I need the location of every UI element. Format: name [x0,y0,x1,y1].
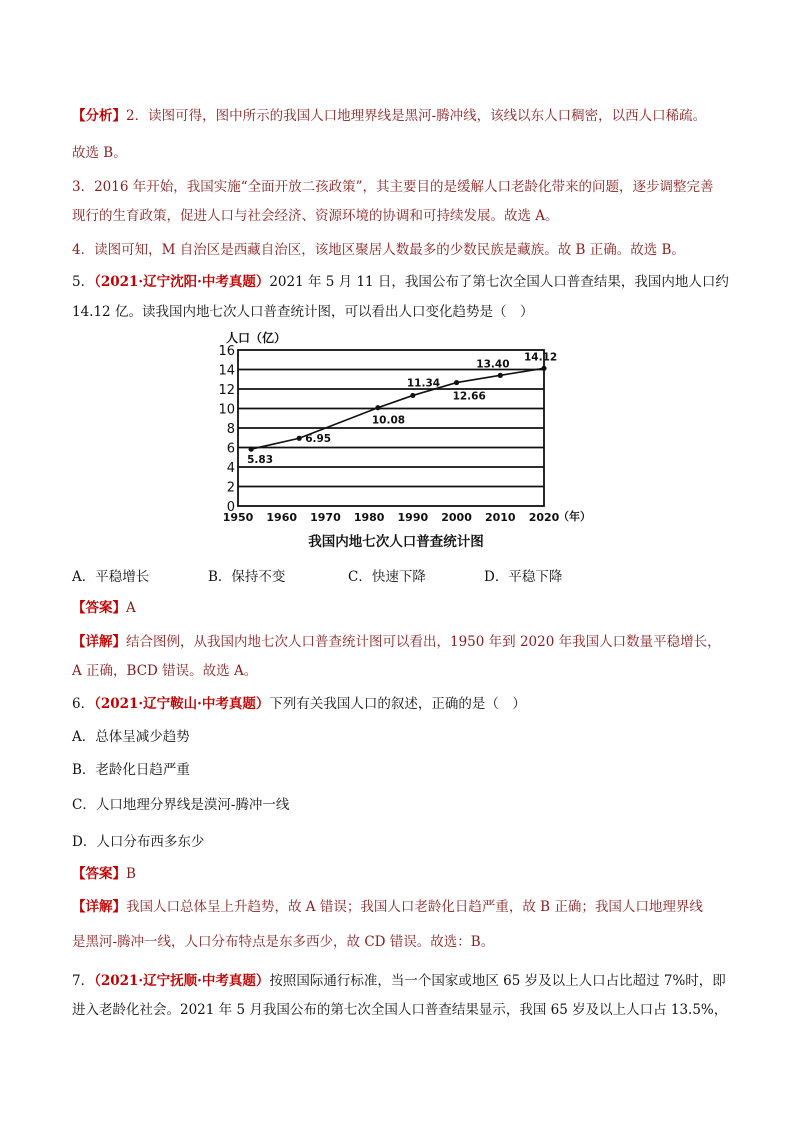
q5-detail-line2: A 正确，BCD 错误。故选 A。 [72,663,258,679]
chart-title: 我国内地七次人口普查统计图 [308,534,484,550]
y-tick-label: 10 [218,402,235,418]
q2-analysis-text: 2．读图可得，图中所示的我国人口地理界线是黑河-腾冲线，该线以东人口稠密，以西人口稀疏。 [126,108,707,124]
q5-source: （2021·辽宁沈阳·中考真题） [94,274,270,290]
data-point [375,405,380,410]
q5-option-d[interactable]: D．平稳下降 [484,569,563,585]
q6-option-d[interactable]: D．人口分布西多东少 [72,834,205,850]
q5-option-b[interactable]: B．保持不变 [208,569,286,585]
q5-answer [72,598,136,618]
detail-tag: 【详解】 [72,634,126,650]
q6-detail-line2: 是黑河-腾冲一线，人口分布特点是东多西少，故 CD 错误。故选：B。 [72,934,495,950]
data-point [410,393,415,398]
data-point [541,366,546,371]
x-axis-label: （年） [558,510,591,523]
q2-line2: 故选 B。 [72,145,127,161]
data-label: 6.95 [305,433,332,446]
q5-option-a[interactable]: A．平稳增长 [72,569,150,585]
q5-options [72,567,562,587]
q5-number: 5． [72,274,95,290]
data-label: 11.34 [406,377,441,390]
x-tick-label: 2020 [528,511,560,524]
y-tick-label: 0 [226,500,235,515]
x-tick-labels [223,511,560,524]
x-tick-label: 2000 [441,511,472,524]
q7-source: （2021·辽宁抚顺·中考真题） [94,973,270,989]
q6-source: （2021·辽宁鞍山·中考真题） [94,696,270,712]
detail-tag: 【详解】 [72,899,126,915]
data-point [249,447,254,452]
data-label: 12.66 [452,390,486,403]
answer-tag: 【答案】 [72,600,126,616]
y-tick-label: 4 [226,461,235,476]
population-chart [218,328,598,550]
data-label: 5.83 [247,454,274,467]
y-tick-label: 12 [218,383,235,398]
q6-option-a[interactable]: A．总体呈减少趋势 [72,729,190,745]
q7-number: 7． [72,973,95,989]
q5-detail-line1 [72,632,721,652]
q6-line1 [72,694,526,714]
y-tick-label: 6 [226,441,235,457]
q5-detail-text: 结合图例，从我国内地七次人口普查统计图可以看出，1950 年到 2020 年我国人口数量平稳增长， [126,634,721,650]
q7-line1 [72,971,726,991]
q6-detail-text: 我国人口总体呈上升趋势，故 A 错误；我国人口老龄化日趋严重，故 B 正确；我国人口地理界线 [126,899,703,915]
data-label: 14.12 [524,351,558,364]
q4-line1: 4．读图可知，M 自治区是西藏自治区，该地区聚居人数最多的少数民族是藏族。故 B 正确。故选 B。 [72,242,685,258]
x-tick-label: 1950 [222,511,254,524]
chart-grid [238,350,544,506]
q2-line1 [72,106,706,126]
data-label: 10.08 [371,414,406,427]
q3-line2: 现行的生育政策，促进人口与社会经济、资源环境的协调和可持续发展。故选 A。 [72,208,559,224]
data-point [498,373,503,378]
q6-number: 6． [72,696,95,712]
y-tick-label: 16 [218,344,235,359]
q5-option-c[interactable]: C．快速下降 [348,569,426,585]
q5-text: 2021 年 5 月 11 日，我国公布了第七次全国人口普查结果，我国内地人口约 [269,274,729,290]
y-tick-label: 14 [218,363,235,379]
q7-line2: 进入老龄化社会。2021 年 5 月我国公布的第七次全国人口普查结果显示，我国 65 岁及以上人口占 13.5%， [72,1002,728,1018]
data-point [454,380,459,385]
x-tick-label: 2010 [484,511,516,524]
analysis-tag: 【分析】 [72,108,126,124]
q6-detail-line1 [72,897,703,917]
data-point [297,436,302,441]
q6-text: 下列有关我国人口的叙述，正确的是（ ） [269,696,526,712]
q3-line1: 3．2016 年开始，我国实施“全面开放二孩政策”，其主要目的是缓解人口老龄化带来的问题，逐步调整完善 [72,179,714,195]
answer-tag: 【答案】 [72,866,126,882]
y-tick-labels [218,344,235,515]
q5-line2: 14.12 亿。读我国内地七次人口普查统计图，可以看出人口变化趋势是（ ） [72,304,534,320]
y-axis-label: 人口（亿） [226,331,287,345]
q7-text: 按照国际通行标准，当一个国家或地区 65 岁及以上人口占比超过 7%时，即 [269,973,726,989]
q6-answer-value: B [126,866,136,882]
y-tick-label: 8 [226,422,235,437]
q6-answer [72,864,136,884]
x-tick-label: 1990 [397,511,429,524]
y-tick-label: 2 [226,480,235,496]
data-label: 13.40 [476,358,510,371]
q6-option-c[interactable]: C．人口地理分界线是漠河-腾冲一线 [72,797,290,813]
x-tick-label: 1970 [310,511,341,524]
q5-answer-value: A [126,600,136,616]
q5-line1 [72,272,729,292]
q6-option-b[interactable]: B．老龄化日趋严重 [72,762,190,778]
x-tick-label: 1960 [266,511,298,524]
x-tick-label: 1980 [353,511,385,524]
